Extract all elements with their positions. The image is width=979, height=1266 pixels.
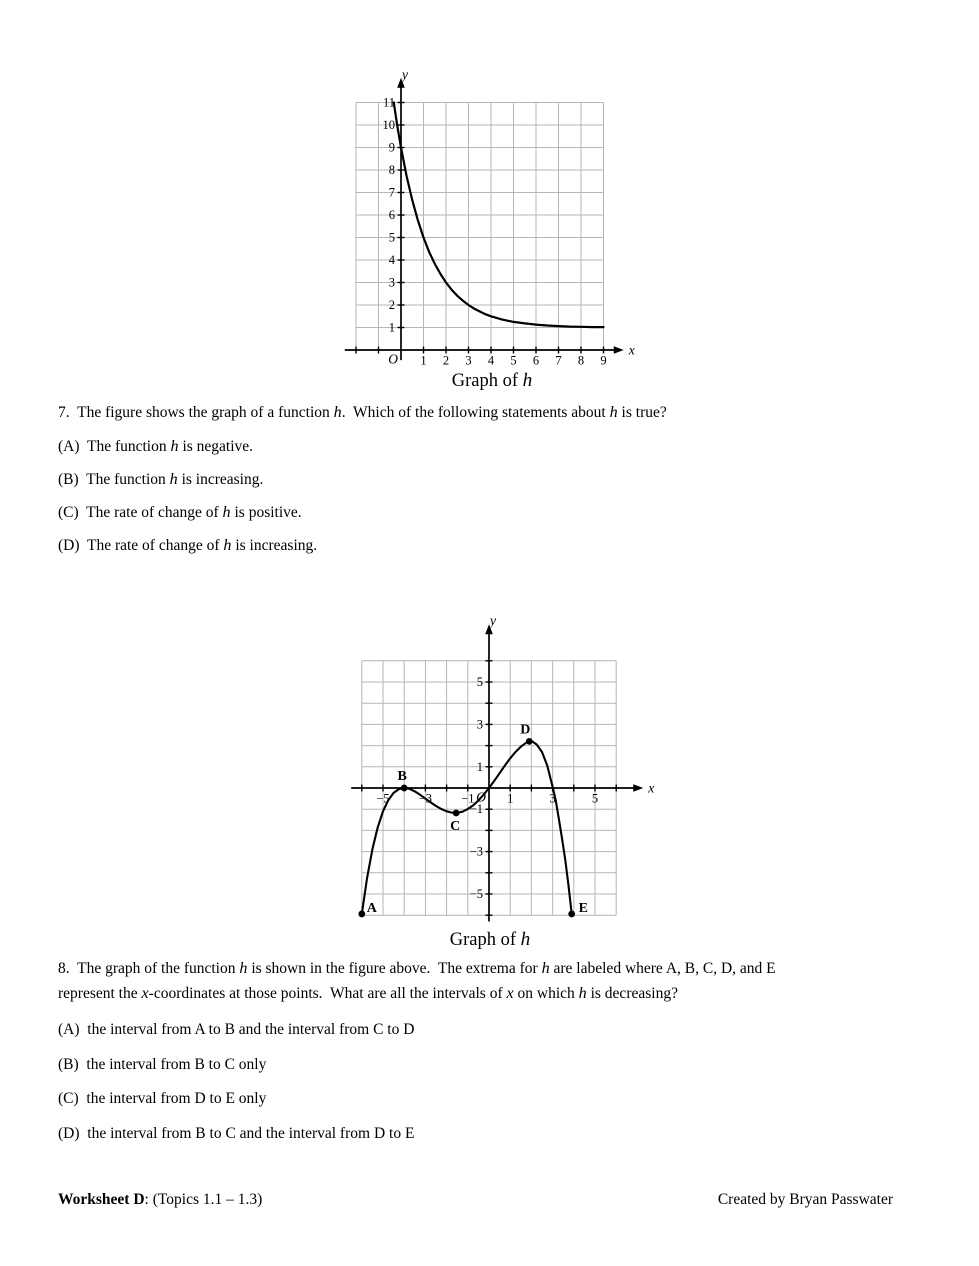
svg-text:5: 5: [591, 791, 599, 806]
svg-text:9: 9: [600, 353, 607, 368]
svg-text:B: B: [397, 769, 407, 784]
svg-text:3: 3: [476, 717, 483, 732]
svg-text:−1: −1: [461, 791, 475, 806]
svg-text:−1: −1: [469, 802, 483, 817]
figure-1-caption: Graph of h: [451, 370, 533, 391]
svg-text:5: 5: [510, 353, 517, 368]
svg-text:3: 3: [388, 275, 395, 290]
question-8-option-c: (C) the interval from D to E only: [58, 1090, 267, 1107]
figure-2-caption: Graph of h: [449, 929, 531, 950]
axes: [351, 624, 643, 921]
question-7-option-b: (B) The function h is increasing.: [58, 471, 264, 488]
question-8-prompt-line-2: represent the x-coordinates at those points. What are all the intervals of x on which h is decreasing?: [58, 985, 678, 1002]
svg-text:2: 2: [388, 298, 395, 312]
question-8-option-d: (D) the interval from B to C and the interval from D to E: [58, 1125, 415, 1142]
svg-text:x: x: [648, 780, 655, 796]
svg-text:D: D: [520, 722, 531, 738]
svg-text:3: 3: [465, 353, 472, 368]
figure-1-graph: [339, 58, 659, 370]
svg-text:−3: −3: [469, 844, 483, 859]
question-8-option-a: (A) the interval from A to B and the interval from C to D: [58, 1021, 415, 1038]
svg-text:1: 1: [476, 759, 483, 774]
axis-labels: [383, 67, 635, 368]
svg-text:7: 7: [388, 185, 395, 200]
footer-worksheet-label: Worksheet D: (Topics 1.1 – 1.3): [58, 1191, 263, 1208]
svg-text:9: 9: [388, 140, 395, 155]
question-7-option-c: (C) The rate of change of h is positive.: [58, 504, 302, 521]
svg-text:1: 1: [507, 791, 514, 806]
svg-text:2: 2: [442, 353, 450, 368]
question-8-option-b: (B) the interval from B to C only: [58, 1056, 267, 1073]
svg-text:O: O: [388, 351, 398, 367]
question-7-prompt: 7. The figure shows the graph of a function h. Which of the following statements about h is true?: [58, 404, 667, 421]
svg-text:3: 3: [549, 791, 556, 806]
svg-text:8: 8: [577, 353, 585, 368]
svg-text:O: O: [476, 789, 486, 805]
figure-1: [339, 58, 659, 370]
footer-author-credit: Created by Bryan Passwater: [717, 1191, 893, 1208]
figure-2: [344, 610, 674, 928]
svg-text:x: x: [628, 342, 635, 358]
svg-text:−5: −5: [469, 887, 483, 901]
svg-text:11: 11: [382, 95, 395, 110]
question-7-option-d: (D) The rate of change of h is increasing.: [58, 537, 318, 554]
figure-2-graph: [344, 610, 674, 928]
svg-text:1: 1: [420, 353, 427, 368]
svg-text:A: A: [366, 900, 377, 916]
svg-text:4: 4: [487, 353, 495, 368]
svg-text:−3: −3: [418, 791, 433, 806]
svg-text:5: 5: [476, 675, 483, 689]
svg-text:−5: −5: [376, 791, 390, 806]
question-7-option-a: (A) The function h is negative.: [58, 438, 254, 455]
svg-text:C: C: [450, 819, 461, 835]
svg-text:6: 6: [388, 208, 395, 222]
svg-text:4: 4: [388, 253, 395, 267]
svg-text:1: 1: [388, 320, 395, 335]
svg-text:y: y: [402, 66, 408, 82]
svg-text:5: 5: [388, 230, 395, 245]
svg-text:8: 8: [388, 163, 395, 177]
svg-text:10: 10: [382, 118, 395, 132]
svg-text:6: 6: [532, 353, 540, 368]
svg-text:E: E: [578, 900, 589, 916]
axis-labels: [376, 613, 654, 901]
question-8-prompt-line-1: 8. The graph of the function h is shown in the figure above. The extrema for h are labeled where A, B, C, D, and E: [58, 960, 776, 977]
svg-text:7: 7: [555, 353, 562, 368]
svg-text:y: y: [490, 613, 496, 629]
